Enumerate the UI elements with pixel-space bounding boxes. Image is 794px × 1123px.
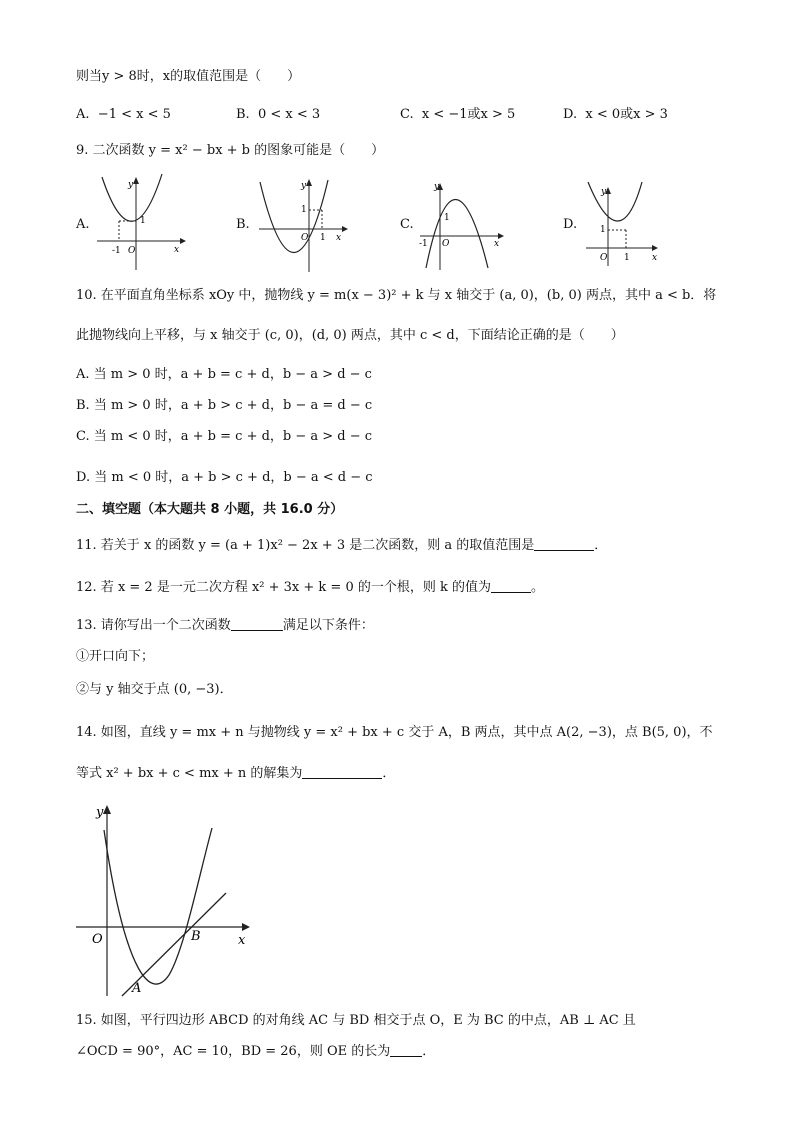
q14-label-b: B — [191, 929, 201, 944]
q11-text: 11. 若关于 x 的函数 y = (a + 1)x² − 2x + 3 是二次函数，则 a 的取值范围是 — [76, 538, 535, 553]
q12-answer-blank[interactable] — [491, 579, 531, 593]
q14-post: ． — [382, 766, 396, 781]
q10-option-a: A. 当 m > 0 时，a + b = c + d，b − a > d − c — [76, 367, 372, 382]
q9-b-origin: O — [301, 233, 309, 243]
q14-figure — [74, 800, 254, 1000]
q13-post: 满足以下条件： — [282, 618, 374, 633]
q9-b-x: x — [336, 233, 342, 243]
q9-b-y: y — [301, 181, 307, 191]
q15-text: ∠OCD = 90°，AC = 10，BD = 26，则 OE 的长为 — [76, 1044, 391, 1059]
q9-stem: 9. 二次函数 y = x² − bx + b 的图象可能是（ ） — [76, 143, 385, 158]
q12-post: 。 — [531, 580, 545, 595]
section-heading-fill-in: 二、填空题（本大题共 8 小题，共 16.0 分） — [76, 502, 344, 517]
q9-c-tick-neg1: -1 — [419, 239, 428, 249]
q14-answer-blank[interactable] — [302, 765, 382, 779]
q9-option-d-label: D. — [563, 217, 578, 232]
q10-line1: 10. 在平面直角坐标系 xOy 中，抛物线 y = m(x − 3)² + k 与 x 轴交于 (a, 0)，(b, 0) 两点，其中 a < b．将 — [76, 288, 717, 303]
q10-option-d: D. 当 m < 0 时，a + b > c + d，b − a < d − c — [76, 470, 373, 485]
q9-option-a-label: A. — [76, 217, 90, 232]
q9-c-x: x — [494, 239, 500, 249]
q13-condition-1: ①开口向下； — [76, 649, 155, 664]
q14-label-a: A — [132, 981, 142, 996]
q9-option-b-graph — [254, 174, 350, 274]
q8-option-b: B. 0 < x < 3 — [236, 107, 321, 122]
q9-c-y: y — [434, 182, 440, 192]
q9-d-tick-1y: 1 — [600, 225, 606, 235]
q14-label-origin: O — [92, 932, 103, 947]
q9-option-c-graph — [416, 176, 512, 272]
q15-post: ． — [422, 1044, 436, 1059]
q14-line2 — [76, 765, 395, 783]
q9-a-x: x — [174, 245, 180, 255]
q9-d-y: y — [601, 187, 607, 197]
q12 — [76, 579, 544, 597]
q11-answer-blank[interactable] — [534, 537, 594, 551]
q9-option-d-graph — [582, 180, 666, 268]
q9-a-origin: O — [128, 246, 136, 256]
q9-c-tick-1: 1 — [444, 213, 450, 223]
q8-tail: 则当y > 8时，x的取值范围是（ ） — [76, 69, 301, 84]
q11-post: ． — [594, 538, 608, 553]
q13-text: 13. 请你写出一个二次函数 — [76, 618, 231, 633]
q13-answer-blank[interactable] — [231, 617, 283, 631]
q14-text: 等式 x² + bx + c < mx + n 的解集为 — [76, 766, 303, 781]
q12-text: 12. 若 x = 2 是一元二次方程 x² + 3x + k = 0 的一个根，则 k 的值为 — [76, 580, 492, 595]
q9-d-x: x — [652, 253, 658, 263]
q14-line1: 14. 如图，直线 y = mx + n 与抛物线 y = x² + bx + c 交于 A，B 两点，其中点 A(2, −3)，点 B(5, 0)，不 — [76, 725, 713, 740]
q8-option-a: A. −1 < x < 5 — [76, 107, 171, 122]
q15-answer-blank[interactable] — [390, 1043, 422, 1057]
q9-option-b-label: B. — [236, 217, 250, 232]
q9-option-c-label: C. — [400, 217, 414, 232]
q10-option-c: C. 当 m < 0 时，a + b = c + d，b − a > d − c — [76, 429, 373, 444]
q15-line1: 15. 如图，平行四边形 ABCD 的对角线 AC 与 BD 相交于点 O，E 为 BC 的中点，AB ⊥ AC 且 — [76, 1013, 636, 1028]
q9-a-tick-neg1: -1 — [112, 246, 121, 256]
q9-b-tick-1x: 1 — [320, 233, 326, 243]
q10-line2: 此抛物线向上平移，与 x 轴交于 (c, 0)，(d, 0) 两点，其中 c < d，下面结论正确的是（ ） — [76, 328, 624, 343]
q9-a-tick-1: 1 — [140, 216, 146, 226]
q15-line2 — [76, 1043, 435, 1061]
q9-option-a-graph — [92, 172, 188, 272]
q14-label-x: x — [238, 933, 246, 948]
q14-label-y: y — [96, 805, 104, 820]
q11 — [76, 537, 607, 555]
q13 — [76, 617, 374, 635]
q9-c-origin: O — [442, 239, 450, 249]
q9-a-y: y — [128, 180, 134, 190]
q9-b-tick-1y: 1 — [301, 205, 307, 215]
q9-d-tick-1x: 1 — [624, 253, 630, 263]
q9-d-origin: O — [600, 253, 608, 263]
q8-option-c: C. x < −1或x > 5 — [400, 107, 516, 122]
q10-option-b: B. 当 m > 0 时，a + b > c + d，b − a = d − c — [76, 398, 373, 413]
q8-option-d: D. x < 0或x > 3 — [563, 107, 668, 122]
q13-condition-2: ②与 y 轴交于点 (0, −3)． — [76, 682, 233, 697]
